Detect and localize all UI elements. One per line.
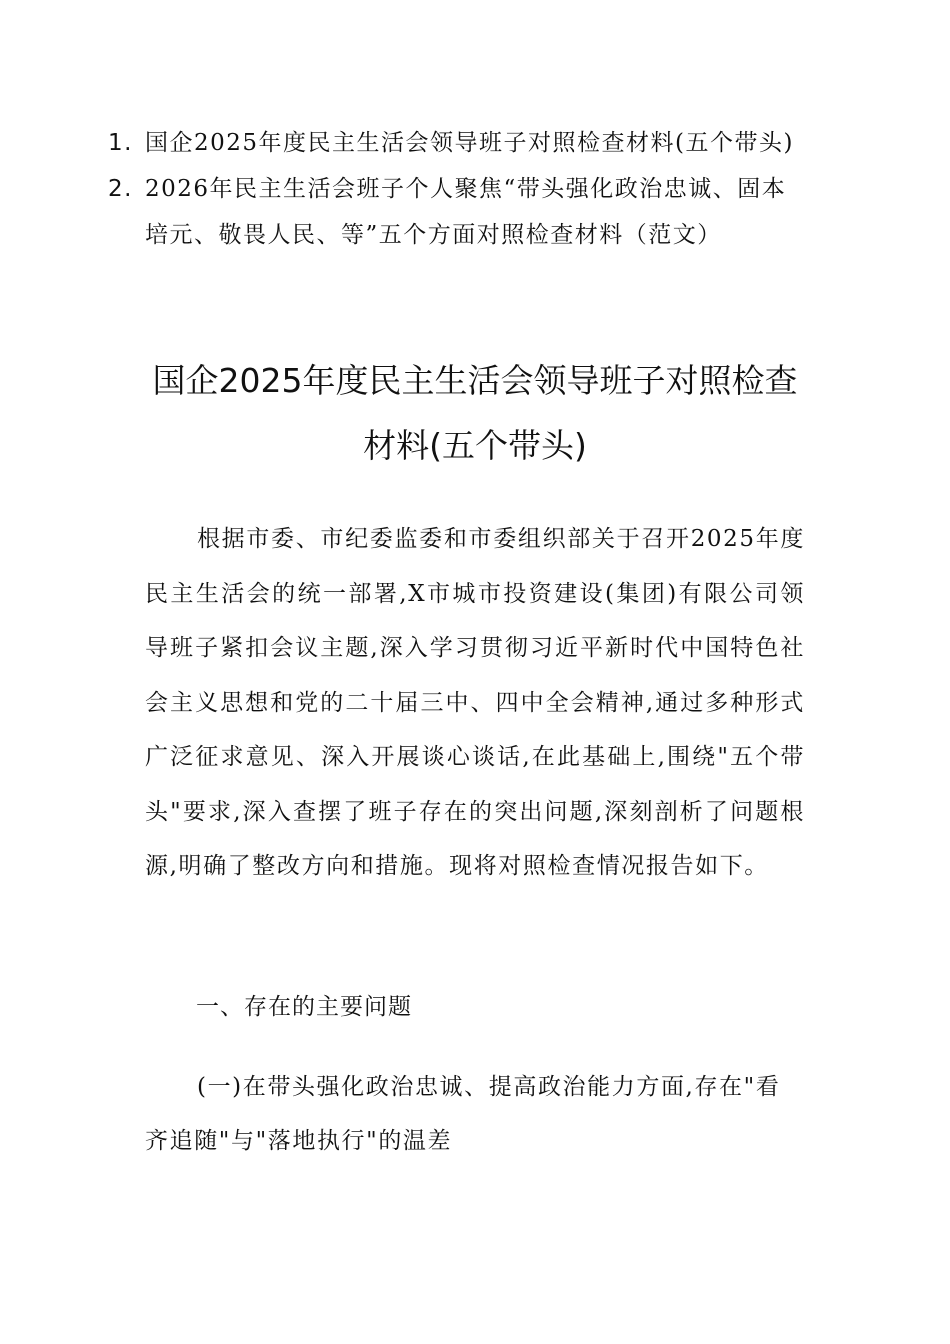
table-of-contents xyxy=(108,120,808,258)
document-title: 国企2025年度民主生活会领导班子对照检查材料(五个带头) xyxy=(152,361,798,465)
toc-item-text: 国企2025年度民主生活会领导班子对照检查材料(五个带头) xyxy=(145,130,794,156)
section-heading: 一、存在的主要问题 xyxy=(196,994,412,1020)
toc-item-number: 1. xyxy=(108,130,133,156)
toc-item-number: 2. xyxy=(108,176,133,202)
toc-item[interactable] xyxy=(108,120,808,166)
subsection-heading: (一)在带头强化政治忠诚、提高政治能力方面,存在"看齐追随"与"落地执行"的温差 xyxy=(145,1074,781,1154)
toc-item[interactable] xyxy=(108,166,808,258)
toc-item-text: 2026年民主生活会班子个人聚焦“带头强化政治忠诚、固本培元、敬畏人民、等”五个方面对照检查材料（范文） xyxy=(145,176,787,248)
intro-paragraph: 根据市委、市纪委监委和市委组织部关于召开2025年度民主生活会的统一部署,X市城市投资建设(集团)有限公司领导班子紧扣会议主题,深入学习贯彻习近平新时代中国特色社会主义思想和党的二十届三中、四中全会精神,通过多种形式广泛征求意见、深入开展谈心谈话,在此基础上,围绕"五个带头"要求,深入查摆了班子存在的突出问题,深刻剖析了问题根源,明确了整改方向和措施。现将对照检查情况报告如下。 xyxy=(145,526,805,879)
